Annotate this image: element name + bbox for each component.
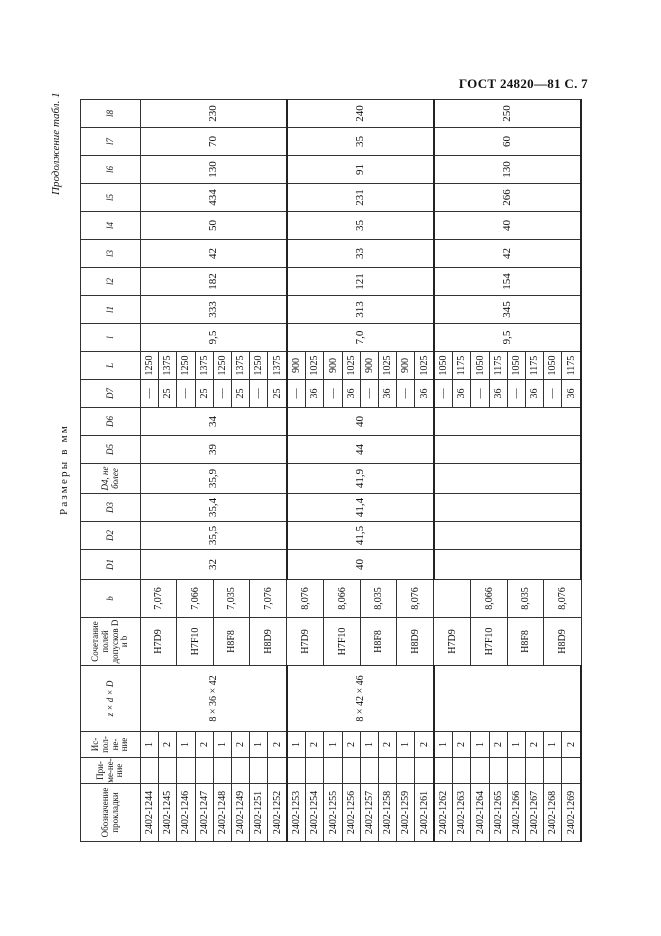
col-D6: D6 xyxy=(81,408,141,436)
col-l8: l8 xyxy=(81,100,141,128)
L-cell: 1375 xyxy=(195,352,213,380)
D2-cell: 41,5 xyxy=(287,522,434,550)
page-header-code: ГОСТ 24820—81 С. 7 xyxy=(458,76,588,91)
D4-cell: 35,9 xyxy=(141,464,287,494)
D7-cell: — xyxy=(397,380,415,408)
L-cell: 1050 xyxy=(434,352,453,380)
units-caption: Размеры в мм xyxy=(58,424,70,515)
dimensions-table xyxy=(80,71,582,842)
col-D1: D1 xyxy=(81,550,141,580)
b-cell: 7,066 xyxy=(177,580,213,618)
L-cell: 1375 xyxy=(231,352,249,380)
performance-cell: 2 xyxy=(268,732,287,758)
size-spec-cell: 8 × 42 × 46 xyxy=(287,666,434,732)
col-D3: D3 xyxy=(81,494,141,522)
designation-cell: 2402-1251 xyxy=(250,784,268,842)
fit-cell: H7D9 xyxy=(141,618,177,666)
l8-cell: 240 xyxy=(287,100,434,128)
l8-cell: 250 xyxy=(434,100,581,128)
application-cell xyxy=(342,758,360,784)
col-l: l xyxy=(81,324,141,352)
D5-cell xyxy=(434,436,581,464)
l3-cell: 42 xyxy=(434,240,581,268)
b-cell: 7,035 xyxy=(213,580,249,618)
D7-cell: — xyxy=(544,380,562,408)
D7-cell: — xyxy=(177,380,195,408)
L-cell: 1025 xyxy=(378,352,396,380)
l4-cell: 50 xyxy=(141,212,287,240)
L-cell: 1375 xyxy=(268,352,287,380)
l2-cell: 121 xyxy=(287,268,434,296)
l6-cell: 130 xyxy=(434,156,581,184)
application-cell xyxy=(231,758,249,784)
col-performance: Ис-пол-не-ние xyxy=(81,732,141,758)
application-cell xyxy=(453,758,471,784)
L-cell: 1050 xyxy=(507,352,525,380)
application-cell xyxy=(434,758,453,784)
performance-cell: 1 xyxy=(324,732,342,758)
D5-cell: 39 xyxy=(141,436,287,464)
l5-cell: 434 xyxy=(141,184,287,212)
designation-cell: 2402-1262 xyxy=(434,784,453,842)
fit-cell: H7D9 xyxy=(287,618,324,666)
D6-cell: 34 xyxy=(141,408,287,436)
fit-cell: H8D9 xyxy=(250,618,287,666)
designation-cell: 2402-1253 xyxy=(287,784,306,842)
performance-cell: 1 xyxy=(507,732,525,758)
D7-cell: — xyxy=(287,380,306,408)
L-cell: 900 xyxy=(360,352,378,380)
col-l6: l6 xyxy=(81,156,141,184)
col-application: При-ме-не-ние xyxy=(81,758,141,784)
designation-cell: 2402-1266 xyxy=(507,784,525,842)
L-cell: 900 xyxy=(397,352,415,380)
b-cell: 8,066 xyxy=(324,580,360,618)
designation-cell: 2402-1261 xyxy=(415,784,434,842)
D7-cell: 36 xyxy=(453,380,471,408)
L-cell: 1250 xyxy=(213,352,231,380)
b-cell: 7,076 xyxy=(141,580,177,618)
designation-cell: 2402-1269 xyxy=(562,784,581,842)
l1-cell: 313 xyxy=(287,296,434,324)
col-l4: l4 xyxy=(81,212,141,240)
L-cell: 1375 xyxy=(159,352,177,380)
l-cell: 9,5 xyxy=(141,324,287,352)
D3-cell: 41,4 xyxy=(287,494,434,522)
L-cell: 1250 xyxy=(250,352,268,380)
l6-cell: 91 xyxy=(287,156,434,184)
col-fit: Сочетание полей допусков D и b xyxy=(81,618,141,666)
designation-cell: 2402-1264 xyxy=(471,784,489,842)
l6-cell: 130 xyxy=(141,156,287,184)
L-cell: 1175 xyxy=(453,352,471,380)
D7-cell: — xyxy=(360,380,378,408)
D7-cell: 25 xyxy=(195,380,213,408)
D2-cell xyxy=(434,522,581,550)
L-cell: 900 xyxy=(287,352,306,380)
application-cell xyxy=(213,758,231,784)
D6-cell: 40 xyxy=(287,408,434,436)
b-cell: 8,066 xyxy=(471,580,507,618)
table-body xyxy=(141,72,582,842)
l7-cell: 60 xyxy=(434,128,581,156)
L-cell: 1025 xyxy=(306,352,324,380)
D7-cell: — xyxy=(507,380,525,408)
designation-cell: 2402-1254 xyxy=(306,784,324,842)
D1-cell xyxy=(434,550,581,580)
D7-cell: 36 xyxy=(562,380,581,408)
D7-cell: 36 xyxy=(415,380,434,408)
b-cell: 8,035 xyxy=(360,580,396,618)
b-cell: 8,035 xyxy=(507,580,543,618)
designation-cell: 2402-1247 xyxy=(195,784,213,842)
designation-cell: 2402-1265 xyxy=(489,784,507,842)
performance-cell: 2 xyxy=(489,732,507,758)
b-cell: 7,076 xyxy=(250,580,287,618)
D1-cell: 32 xyxy=(141,550,287,580)
col-D4: D4, не более xyxy=(81,464,141,494)
performance-cell: 1 xyxy=(434,732,453,758)
col-l7: l7 xyxy=(81,128,141,156)
col-l3: l3 xyxy=(81,240,141,268)
designation-cell: 2402-1246 xyxy=(177,784,195,842)
l-cell: 7,0 xyxy=(287,324,434,352)
D7-cell: — xyxy=(471,380,489,408)
L-cell: 1250 xyxy=(141,352,159,380)
L-cell: 1050 xyxy=(471,352,489,380)
application-cell xyxy=(250,758,268,784)
performance-cell: 2 xyxy=(195,732,213,758)
designation-cell: 2402-1259 xyxy=(397,784,415,842)
table-row xyxy=(434,72,453,842)
performance-cell: 2 xyxy=(159,732,177,758)
performance-cell: 1 xyxy=(360,732,378,758)
application-cell xyxy=(360,758,378,784)
D7-cell: — xyxy=(141,380,159,408)
designation-cell: 2402-1244 xyxy=(141,784,159,842)
application-cell xyxy=(287,758,306,784)
application-cell xyxy=(507,758,525,784)
application-cell xyxy=(562,758,581,784)
designation-cell: 2402-1252 xyxy=(268,784,287,842)
fit-cell: H7F10 xyxy=(471,618,507,666)
fit-cell: H7F10 xyxy=(324,618,360,666)
performance-cell: 2 xyxy=(306,732,324,758)
application-cell xyxy=(544,758,562,784)
b-cell xyxy=(434,580,471,618)
col-designation: Обозначение прокладки xyxy=(81,784,141,842)
application-cell xyxy=(141,758,159,784)
performance-cell: 1 xyxy=(544,732,562,758)
l5-cell: 231 xyxy=(287,184,434,212)
L-cell: 1025 xyxy=(415,352,434,380)
performance-cell: 1 xyxy=(287,732,306,758)
col-z: z × d × D xyxy=(81,666,141,732)
performance-cell: 1 xyxy=(177,732,195,758)
l1-cell: 345 xyxy=(434,296,581,324)
table-continuation-label: Продолжение табл. 1 xyxy=(50,92,62,195)
designation-cell: 2402-1267 xyxy=(526,784,544,842)
D1-cell: 40 xyxy=(287,550,434,580)
fit-cell: H8D9 xyxy=(544,618,581,666)
fit-cell: H7F10 xyxy=(177,618,213,666)
D2-cell: 35,5 xyxy=(141,522,287,550)
b-cell: 8,076 xyxy=(287,580,324,618)
D7-cell: — xyxy=(250,380,268,408)
performance-cell: 1 xyxy=(250,732,268,758)
designation-cell: 2402-1258 xyxy=(378,784,396,842)
b-cell: 8,076 xyxy=(397,580,434,618)
L-cell: 1175 xyxy=(489,352,507,380)
performance-cell: 2 xyxy=(378,732,396,758)
application-cell xyxy=(378,758,396,784)
table-row xyxy=(287,72,306,842)
l4-cell: 40 xyxy=(434,212,581,240)
l7-cell: 35 xyxy=(287,128,434,156)
designation-cell: 2402-1268 xyxy=(544,784,562,842)
application-cell xyxy=(471,758,489,784)
performance-cell: 1 xyxy=(213,732,231,758)
performance-cell: 2 xyxy=(526,732,544,758)
application-cell xyxy=(195,758,213,784)
performance-cell: 2 xyxy=(415,732,434,758)
designation-cell: 2402-1248 xyxy=(213,784,231,842)
fit-cell: H8D9 xyxy=(397,618,434,666)
D7-cell: 25 xyxy=(159,380,177,408)
D3-cell xyxy=(434,494,581,522)
col-b: b xyxy=(81,580,141,618)
D7-cell: 36 xyxy=(306,380,324,408)
D7-cell: — xyxy=(324,380,342,408)
L-cell: 900 xyxy=(324,352,342,380)
fit-cell: H8F8 xyxy=(213,618,249,666)
col-l2: l2 xyxy=(81,268,141,296)
D7-cell: — xyxy=(213,380,231,408)
l7-cell: 70 xyxy=(141,128,287,156)
performance-cell: 1 xyxy=(397,732,415,758)
designation-cell: 2402-1257 xyxy=(360,784,378,842)
D7-cell: 36 xyxy=(489,380,507,408)
l2-cell: 182 xyxy=(141,268,287,296)
L-cell: 1175 xyxy=(526,352,544,380)
col-l5: l5 xyxy=(81,184,141,212)
designation-cell: 2402-1255 xyxy=(324,784,342,842)
fit-cell: H8F8 xyxy=(507,618,543,666)
fit-cell: H8F8 xyxy=(360,618,396,666)
l2-cell: 154 xyxy=(434,268,581,296)
size-spec-cell xyxy=(434,666,581,732)
col-L: L xyxy=(81,352,141,380)
application-cell xyxy=(159,758,177,784)
performance-cell: 2 xyxy=(231,732,249,758)
application-cell xyxy=(526,758,544,784)
performance-cell: 2 xyxy=(342,732,360,758)
D7-cell: 36 xyxy=(526,380,544,408)
table-row xyxy=(141,72,159,842)
D5-cell: 44 xyxy=(287,436,434,464)
D6-cell xyxy=(434,408,581,436)
designation-cell: 2402-1245 xyxy=(159,784,177,842)
performance-cell: 2 xyxy=(453,732,471,758)
application-cell xyxy=(397,758,415,784)
application-cell xyxy=(306,758,324,784)
L-cell: 1175 xyxy=(562,352,581,380)
performance-cell: 1 xyxy=(471,732,489,758)
col-D7: D7 xyxy=(81,380,141,408)
dimensions-table-container xyxy=(80,96,582,842)
application-cell xyxy=(177,758,195,784)
D3-cell: 35,4 xyxy=(141,494,287,522)
performance-cell: 2 xyxy=(562,732,581,758)
application-cell xyxy=(415,758,434,784)
l3-cell: 33 xyxy=(287,240,434,268)
fit-cell: H7D9 xyxy=(434,618,471,666)
designation-cell: 2402-1256 xyxy=(342,784,360,842)
l4-cell: 35 xyxy=(287,212,434,240)
application-cell xyxy=(489,758,507,784)
designation-cell: 2402-1263 xyxy=(453,784,471,842)
table-header-row xyxy=(81,72,141,842)
l-cell: 9,5 xyxy=(434,324,581,352)
l8-cell: 230 xyxy=(141,100,287,128)
application-cell xyxy=(324,758,342,784)
D7-cell: 36 xyxy=(378,380,396,408)
designation-cell: 2402-1249 xyxy=(231,784,249,842)
L-cell: 1025 xyxy=(342,352,360,380)
l5-cell: 266 xyxy=(434,184,581,212)
size-spec-cell: 8 × 36 × 42 xyxy=(141,666,287,732)
performance-cell: 1 xyxy=(141,732,159,758)
col-D5: D5 xyxy=(81,436,141,464)
D4-cell: 41,9 xyxy=(287,464,434,494)
D7-cell: — xyxy=(434,380,453,408)
col-D2: D2 xyxy=(81,522,141,550)
L-cell: 1050 xyxy=(544,352,562,380)
D7-cell: 25 xyxy=(268,380,287,408)
l3-cell: 42 xyxy=(141,240,287,268)
application-cell xyxy=(268,758,287,784)
D7-cell: 36 xyxy=(342,380,360,408)
L-cell: 1250 xyxy=(177,352,195,380)
l1-cell: 333 xyxy=(141,296,287,324)
D7-cell: 25 xyxy=(231,380,249,408)
D4-cell xyxy=(434,464,581,494)
col-l1: l1 xyxy=(81,296,141,324)
b-cell: 8,076 xyxy=(544,580,581,618)
